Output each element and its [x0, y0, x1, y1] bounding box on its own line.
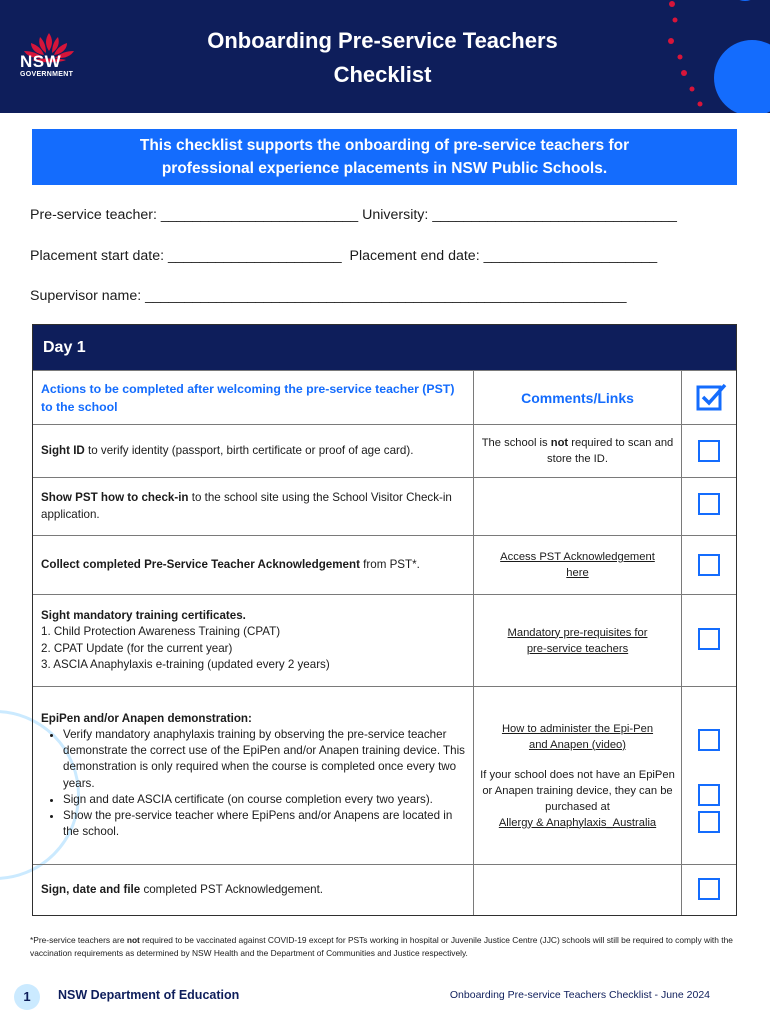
mandatory-prerequisites-link[interactable]	[480, 625, 675, 657]
action-cell	[33, 865, 474, 915]
allergy-australia-link[interactable]: Allergy & Anaphylaxis_Australia	[498, 816, 657, 829]
logo-nsw-text: NSW	[20, 52, 62, 71]
field-row-supervisor	[30, 288, 740, 304]
link-line-1: How to administer the Epi-Pen	[501, 722, 654, 735]
comment-cell	[474, 687, 682, 864]
banner-line-1: This checklist supports the onboarding of pre-service teachers for	[139, 137, 630, 154]
day-heading: Day 1	[33, 325, 736, 370]
checkbox[interactable]	[698, 493, 720, 515]
check-cell	[682, 865, 736, 915]
action-text	[41, 443, 465, 459]
list-item: 2. CPAT Update (for the current year)	[41, 641, 233, 655]
title-line-1: Onboarding Pre-service Teachers	[207, 28, 558, 53]
table-row	[33, 686, 736, 864]
action-text	[41, 557, 465, 573]
purchase-note: If your school does not have an EpiPen or Anapen training device, they can be purchased at	[480, 768, 675, 813]
table-row	[33, 535, 736, 594]
page-header	[0, 0, 770, 113]
checked-box-icon	[696, 382, 728, 412]
field-row-dates	[30, 248, 740, 264]
table-row	[33, 594, 736, 686]
page-number: 1	[14, 984, 40, 1010]
action-bold: Sign, date and file	[41, 882, 141, 896]
link-line-1: Mandatory pre-requisites for	[507, 626, 648, 639]
link-line-2: and Anapen (video)	[528, 738, 627, 751]
list-item: 1. Child Protection Awareness Training (CPAT)	[41, 625, 281, 639]
pst-label: Pre-service teacher:	[30, 207, 157, 223]
table-row	[33, 477, 736, 535]
checkbox[interactable]	[698, 784, 720, 806]
action-bold: EpiPen and/or Anapen demonstration:	[41, 711, 252, 725]
action-rest: completed PST Acknowledgement.	[140, 882, 324, 896]
action-bold: Collect completed Pre-Service Teacher Acknowledgement	[41, 557, 360, 571]
comment-pre: The school is	[481, 437, 551, 449]
action-cell	[33, 536, 474, 594]
comment-bold: not	[550, 437, 569, 449]
check-cell	[682, 478, 736, 535]
field-row-pst-university	[30, 207, 740, 223]
checkbox[interactable]	[698, 878, 720, 900]
checkbox[interactable]	[698, 729, 720, 751]
check-cell	[682, 536, 736, 594]
comment-cell	[474, 478, 682, 535]
start-date-blank[interactable]: ______________________	[168, 248, 342, 264]
table-row	[33, 864, 736, 915]
action-rest: from PST*.	[359, 557, 420, 571]
check-cell	[682, 595, 736, 686]
comments-header: Comments/Links	[521, 389, 634, 406]
university-label: University:	[362, 207, 429, 223]
check-cell	[682, 425, 736, 477]
table-header-row	[33, 370, 736, 424]
university-blank[interactable]: _______________________________	[432, 207, 677, 223]
supervisor-blank[interactable]: _____________________________________________________________	[145, 288, 627, 304]
list-item: • Sign and date ASCIA certificate (on course completion every two years).	[63, 792, 465, 808]
link-line-1: Access PST Acknowledgement	[500, 551, 655, 563]
list-item: • Show the pre-service teacher where EpiPens and/or Anapens are located in the school.	[63, 808, 465, 840]
table-row	[33, 424, 736, 477]
checkbox[interactable]	[698, 811, 720, 833]
comment-cell	[474, 536, 682, 594]
action-cell	[33, 595, 474, 686]
checkbox[interactable]	[698, 554, 720, 576]
comment-cell	[474, 425, 682, 477]
action-text	[41, 882, 465, 898]
vaccination-footnote: *Pre-service teachers are not required to be vaccinated against COVID-19 except for PSTs working in hospital or Juvenile Justice Centre (JJC) schools will still be required to comply with the vaccination requirements as determined by NSW Health and the Department of Communities and Justice respectively.	[30, 935, 733, 958]
comments-header-cell	[474, 371, 682, 424]
epipen-video-link[interactable]	[480, 721, 675, 753]
start-date-label: Placement start date:	[30, 248, 165, 264]
check-cell	[682, 687, 736, 864]
action-text	[41, 490, 465, 522]
end-date-label: Placement end date:	[349, 248, 480, 264]
intro-banner	[32, 129, 737, 185]
link-line-2: pre-service teachers	[526, 642, 629, 655]
action-bold: Sight ID	[41, 443, 85, 457]
action-bold: Sight mandatory training certificates.	[41, 609, 246, 623]
comment-post: required to scan and store the ID.	[547, 437, 674, 465]
banner-line-2: professional experience placements in NSW Public Schools.	[161, 160, 608, 177]
comment-text	[480, 435, 675, 467]
checkbox[interactable]	[698, 440, 720, 462]
actions-header-cell	[33, 371, 474, 424]
supervisor-label: Supervisor name:	[30, 288, 142, 304]
decorative-dots-icon	[660, 0, 770, 113]
link-line-2: here	[566, 567, 589, 579]
action-rest: to the school site using the School Visitor Check-in application.	[41, 491, 452, 521]
comment-cell	[474, 865, 682, 915]
checklist-table	[32, 324, 737, 916]
title-line-2: Checklist	[333, 62, 432, 87]
list-item: 3. ASCIA Anaphylaxis e-training (updated every 2 years)	[41, 657, 330, 671]
list-item: • Verify mandatory anaphylaxis training by observing the pre-service teacher demonstrate the correct use of the EpiPen and/or Anapen training device. This demonstration is only required when the course is completed once every two years.	[63, 727, 465, 792]
document-title	[150, 24, 615, 92]
action-bold: Show PST how to check-in	[41, 491, 189, 505]
epipen-bullet-list	[41, 727, 465, 840]
checkbox[interactable]	[698, 628, 720, 650]
end-date-blank[interactable]: ______________________	[483, 248, 658, 264]
action-cell	[33, 687, 474, 864]
action-rest: to verify identity (passport, birth certificate or proof of age card).	[84, 443, 414, 457]
actions-header: Actions to be completed after welcoming the pre-service teacher (PST) to the school	[41, 381, 455, 414]
action-cell	[33, 478, 474, 535]
pst-acknowledgement-link[interactable]	[480, 549, 675, 581]
document-info: Onboarding Pre-service Teachers Checklist - June 2024	[449, 989, 710, 1001]
comment-cell	[474, 595, 682, 686]
department-name: NSW Department of Education	[58, 988, 240, 1002]
check-header-cell	[682, 371, 736, 424]
action-cell	[33, 425, 474, 477]
pst-blank[interactable]: _________________________	[160, 207, 359, 223]
logo-government-text: GOVERNMENT	[20, 71, 74, 78]
